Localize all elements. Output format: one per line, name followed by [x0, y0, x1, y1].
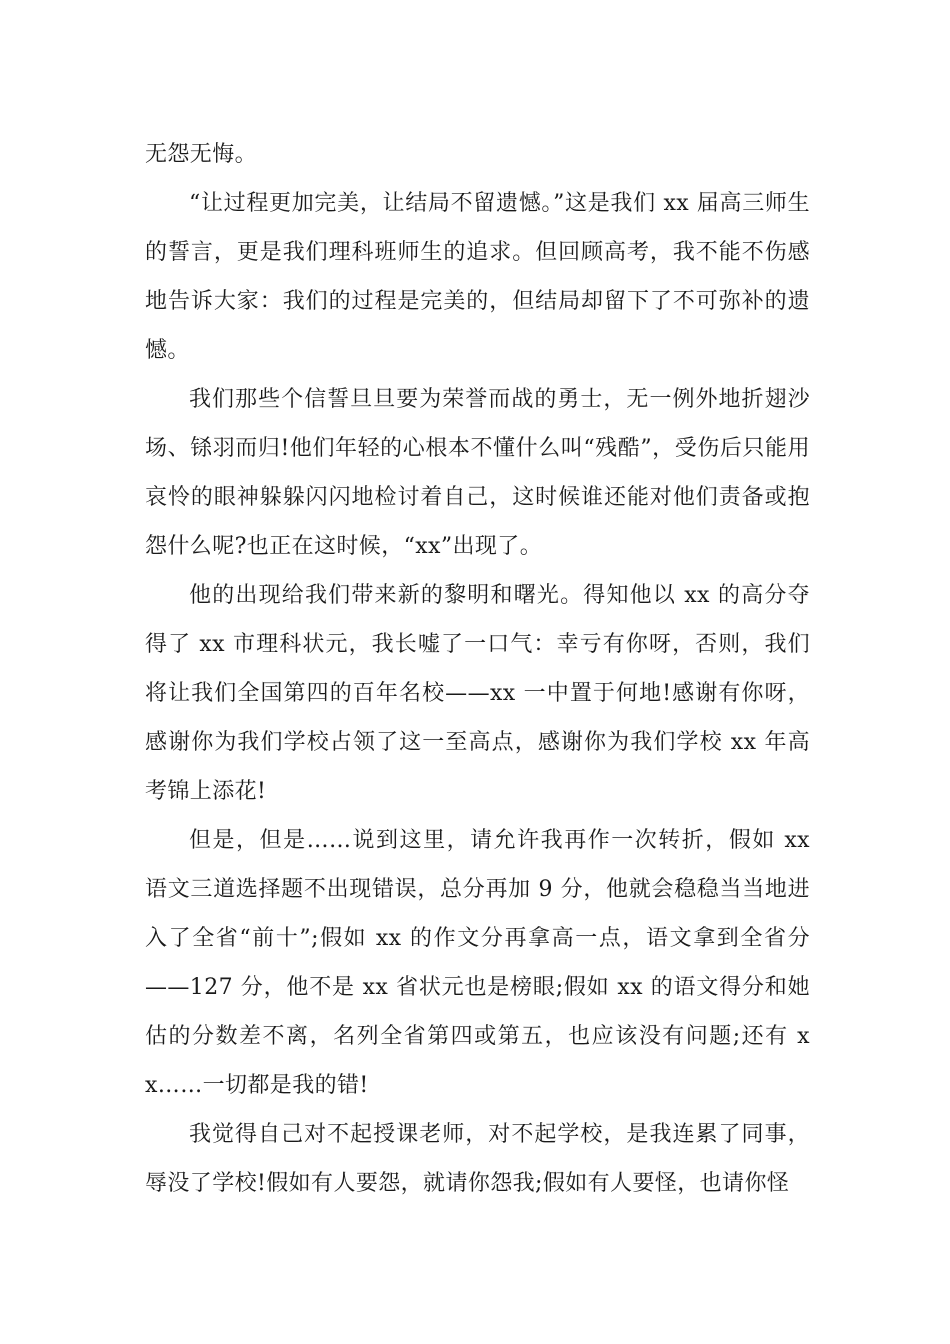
paragraph: 但是，但是……说到这里，请允许我再作一次转折，假如 xx 语文三道选择题不出现错误，总分再加 9 分，他就会稳稳当当地进入了全省“前十”;假如 xx 的作文分再拿高一点，语文拿到全省分——127 分，他不是 xx 省状元也是榜眼;假如 xx 的语文得分和她估的分数差不离，名列全省第四或第五，也应该没有问题;还有 xx……一切都是我的错! [145, 828, 810, 1098]
paragraph-continuation: 无怨无悔。 [145, 142, 258, 167]
paragraph: 他的出现给我们带来新的黎明和曙光。得知他以 xx 的高分夺得了 xx 市理科状元，我长嘘了一口气：幸亏有你呀，否则，我们将让我们全国第四的百年名校——xx 一中置于何地!感谢有你呀，感谢你为我们学校占领了这一至高点，感谢你为我们学校 xx 年高考锦上添花! [145, 583, 810, 804]
paragraph: 我们那些个信誓旦旦要为荣誉而战的勇士，无一例外地折翅沙场、铩羽而归!他们年轻的心根本不懂什么叫“残酷”，受伤后只能用哀怜的眼神躲躲闪闪地检讨着自己，这时候谁还能对他们责备或抱怨什么呢?也正在这时候，“xx”出现了。 [145, 387, 810, 559]
paragraph: 我觉得自己对不起授课老师，对不起学校，是我连累了同事，辱没了学校!假如有人要怨，就请你怨我;假如有人要怪，也请你怪 [145, 1122, 810, 1196]
paragraph: “让过程更加完美，让结局不留遗憾。”这是我们 xx 届高三师生的誓言，更是我们理科班师生的追求。但回顾高考，我不能不伤感地告诉大家：我们的过程是完美的，但结局却留下了不可弥补的遗憾。 [145, 191, 810, 363]
document-body [145, 130, 810, 1208]
